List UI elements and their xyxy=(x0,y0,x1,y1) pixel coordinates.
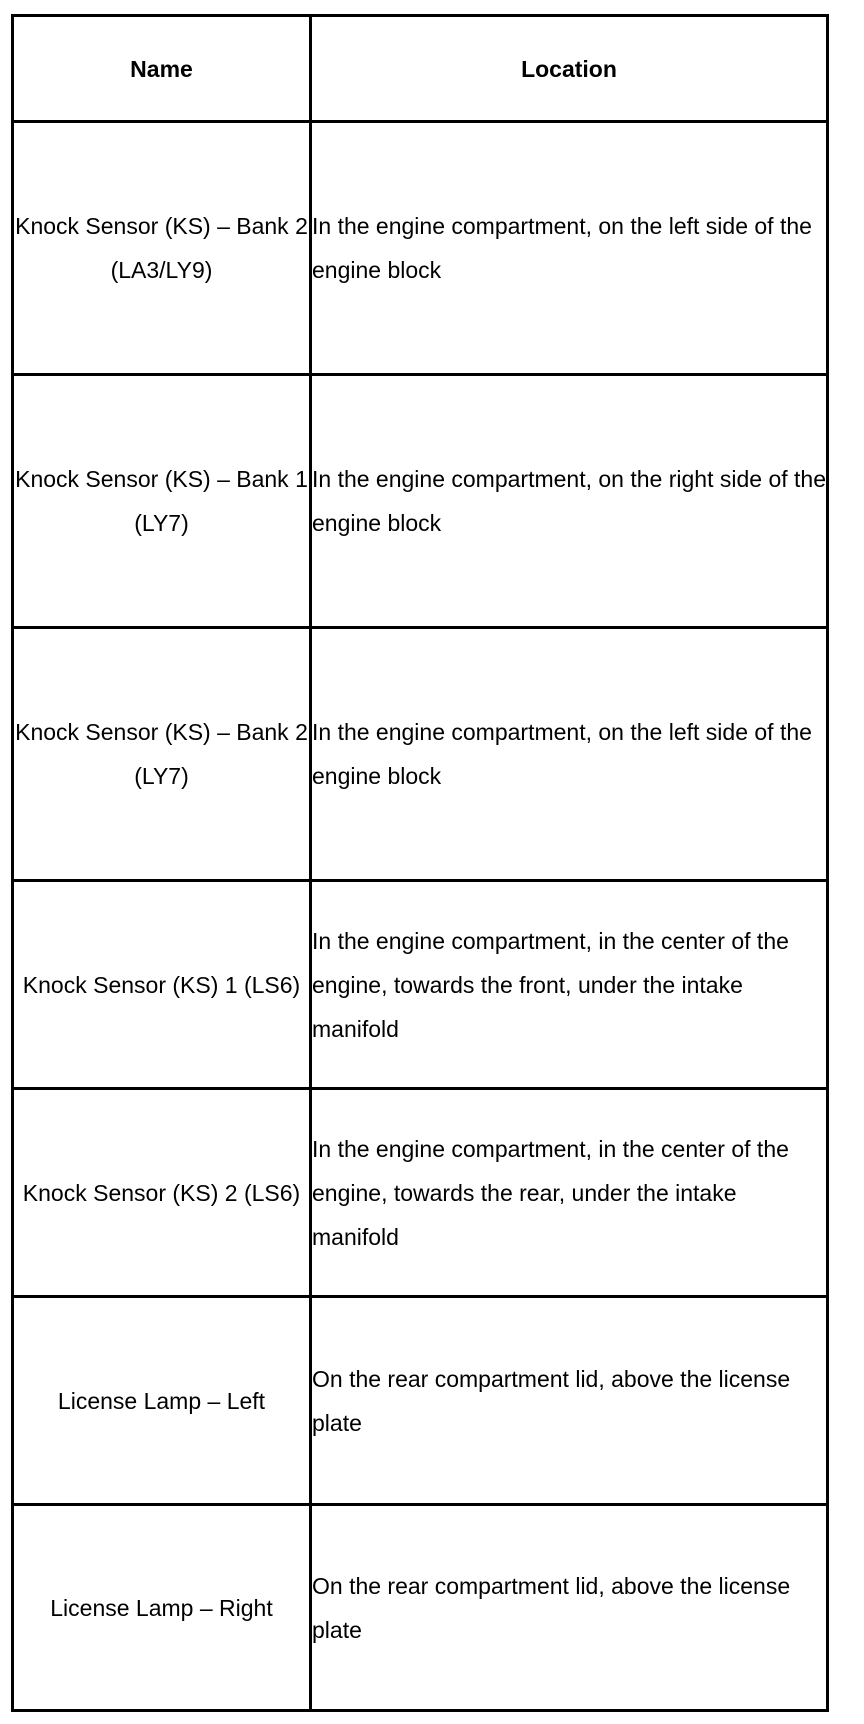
component-location-table xyxy=(11,14,829,1712)
location-cell xyxy=(311,881,828,1089)
component-name: License Lamp – Right xyxy=(50,1594,273,1621)
table-row xyxy=(13,122,828,375)
component-location: In the engine compartment, in the center of the engine, towards the front, under the intake manifold xyxy=(312,927,789,1042)
name-cell xyxy=(13,881,311,1089)
component-location: On the rear compartment lid, above the license plate xyxy=(312,1572,791,1643)
component-name: Knock Sensor (KS) 2 (LS6) xyxy=(22,1179,301,1206)
component-location: In the engine compartment, on the left side of the engine block xyxy=(312,213,812,283)
location-cell xyxy=(311,1505,828,1711)
component-name: Knock Sensor (KS) 1 (LS6) xyxy=(22,971,301,998)
location-cell xyxy=(311,628,828,881)
location-cell xyxy=(311,1297,828,1505)
header-name: Name xyxy=(13,16,311,122)
name-cell xyxy=(13,1297,311,1505)
component-name: Knock Sensor (KS) – Bank 1 (LY7) xyxy=(15,466,308,536)
component-location: In the engine compartment, on the right side of the engine block xyxy=(312,466,826,536)
table-row xyxy=(13,1505,828,1711)
name-cell xyxy=(13,628,311,881)
name-cell xyxy=(13,1089,311,1297)
location-cell xyxy=(311,375,828,628)
component-name: License Lamp – Left xyxy=(57,1387,266,1414)
table-row xyxy=(13,881,828,1089)
table-row xyxy=(13,1297,828,1505)
table-row xyxy=(13,375,828,628)
table-row xyxy=(13,628,828,881)
component-location: In the engine compartment, on the left side of the engine block xyxy=(312,719,812,789)
name-cell xyxy=(13,1505,311,1711)
name-cell xyxy=(13,375,311,628)
location-cell xyxy=(311,1089,828,1297)
header-location: Location xyxy=(311,16,828,122)
header-row xyxy=(13,16,828,122)
component-name: Knock Sensor (KS) – Bank 2 (LY7) xyxy=(15,719,308,789)
component-location: On the rear compartment lid, above the license plate xyxy=(312,1365,791,1436)
component-location: In the engine compartment, in the center of the engine, towards the rear, under the intake manifold xyxy=(312,1135,789,1250)
name-cell xyxy=(13,122,311,375)
table-row xyxy=(13,1089,828,1297)
location-cell xyxy=(311,122,828,375)
component-name: Knock Sensor (KS) – Bank 2 (LA3/LY9) xyxy=(15,213,308,283)
